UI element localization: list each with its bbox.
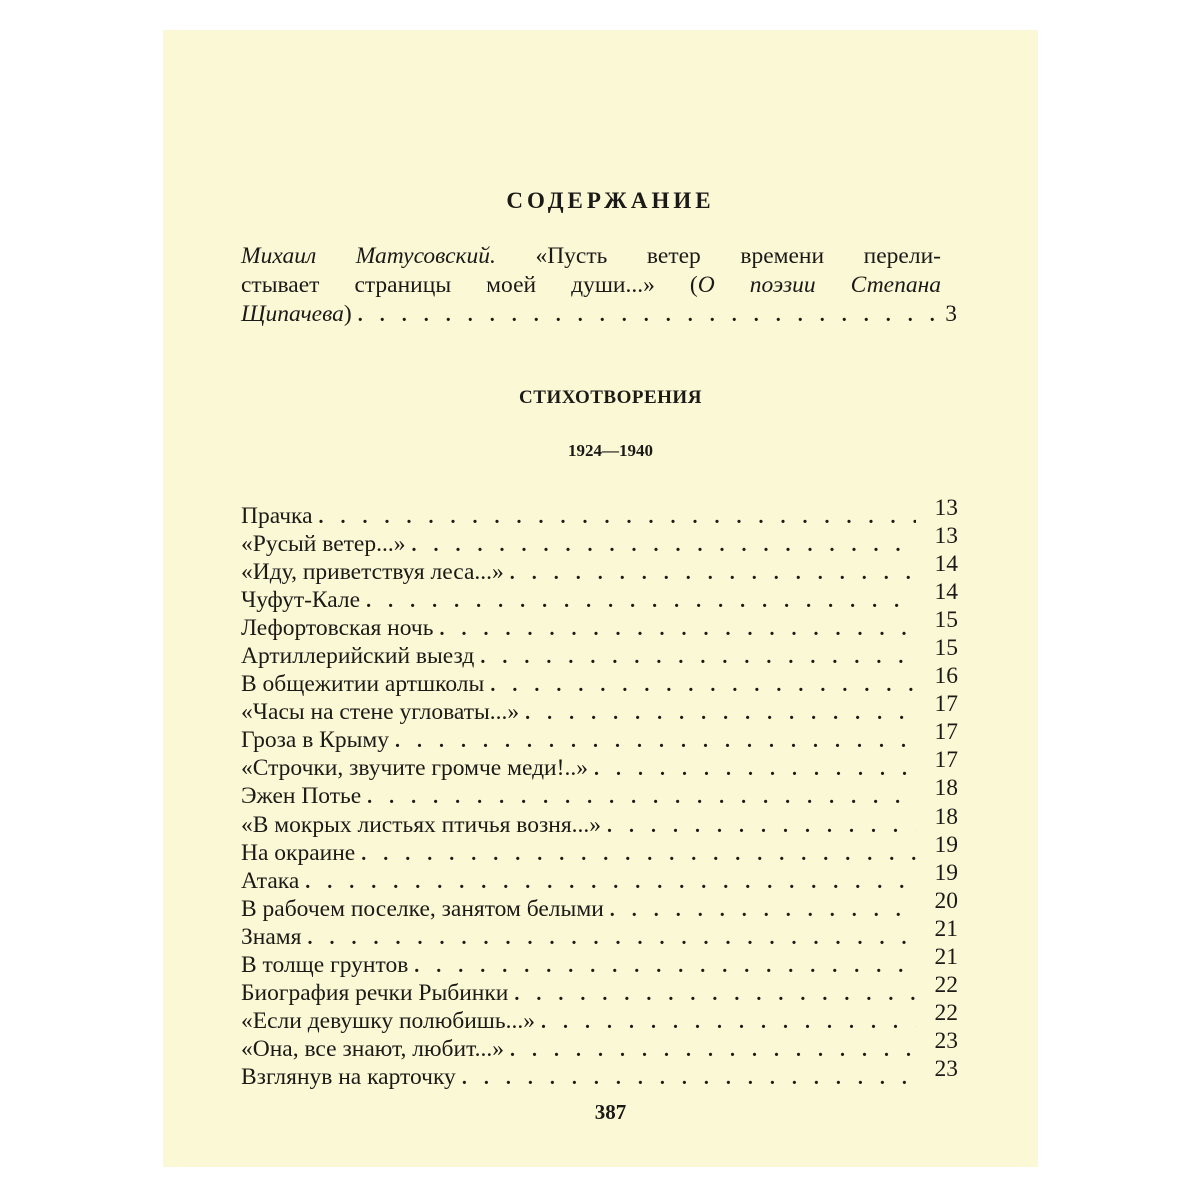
intro-title-part-1: «Пусть ветер времени перели- [495,243,941,269]
toc-entry [241,859,958,895]
intro-title-part-2: стывает страницы моей души...» ( [241,272,698,298]
toc-entry [241,803,958,839]
toc-entry-page: 23 [934,1027,958,1054]
toc-entry-page: 17 [934,719,958,746]
toc-entry-title: В рабочем поселке, занятом белыми [241,895,604,922]
toc-entry-page: 13 [934,523,958,550]
toc-entry-page: 14 [934,579,958,606]
dot-leader [519,699,916,727]
toc-entry [241,999,958,1035]
toc-entry-title: В общежитии артшколы [241,671,485,698]
intro-note-part-1: О поэзии Степана [697,272,941,298]
toc-entry [241,747,958,782]
intro-line-3 [241,300,941,330]
section-title: СТИХОТВОРЕНИЯ [519,387,702,408]
toc-entry-title: «Она, все знают, любит...» [241,1035,504,1062]
toc-entry-page: 17 [934,747,958,774]
dot-leader [408,952,916,980]
dot-leader [456,1064,916,1092]
toc-entry [241,1055,958,1091]
intro-entry [241,242,941,330]
dot-leader [508,980,916,1008]
toc-entry [241,607,958,642]
toc-entry-title: В толще грунтов [241,951,409,978]
toc-entry [241,523,958,558]
toc-title: СОДЕРЖАНИЕ [506,188,715,213]
toc-entry [241,887,958,923]
toc-entry-title: «Часы на стене угловаты...» [241,699,520,726]
toc-entry-page: 13 [934,495,958,521]
toc-entry-page: 23 [934,1055,958,1082]
dot-leader [313,503,916,531]
intro-author: Михаил Матусовский. [241,243,496,269]
dot-leader [535,1008,916,1036]
toc-entry-list [241,495,958,1091]
page-number: 387 [594,1100,627,1124]
dot-leader [433,615,916,643]
toc-entry [241,691,958,726]
dot-leader [301,924,916,952]
dot-leader [405,531,916,559]
section-years: 1924—1940 [568,441,653,460]
toc-entry-title: Артиллерийский выезд [241,643,475,670]
toc-entry-title: «Иду, приветствуя леса...» [241,559,504,586]
intro-page-number: 3 [945,301,957,327]
toc-entry [241,943,958,979]
dot-leader [360,587,916,615]
toc-entry-title: Атака [241,867,300,894]
toc-entry-page: 19 [934,859,958,886]
dot-leader [474,643,916,671]
dot-leader [484,671,916,699]
toc-entry [241,971,958,1007]
toc-entry-title: Лефортовская ночь [241,615,434,642]
intro-note-part-2: Щипачева [241,301,344,327]
dot-leader [588,755,916,783]
toc-entry-page: 19 [934,831,958,858]
dot-leader [601,812,916,840]
toc-entry-title: Эжен Потье [241,783,362,810]
toc-entry-page: 18 [934,775,958,802]
toc-entry-page: 21 [934,915,958,942]
toc-entry-page: 14 [934,551,958,578]
toc-entry-page: 22 [934,999,958,1026]
toc-entry [241,775,958,810]
toc-entry [241,495,958,530]
toc-entry-page: 20 [934,887,958,914]
dot-leader [299,868,916,896]
toc-entry [241,635,958,670]
toc-entry-page: 22 [934,971,958,998]
toc-entry-page: 16 [934,663,958,690]
toc-entry-title: «Русый ветер...» [241,531,406,558]
dot-leader [504,559,916,587]
dot-leader [504,1036,916,1064]
toc-entry [241,915,958,951]
dot-leader [604,896,916,924]
toc-entry [241,831,958,867]
toc-entry [241,1027,958,1063]
toc-entry [241,719,958,754]
toc-entry-title: Прачка [241,503,313,529]
book-page [163,30,1038,1167]
toc-entry-title: «В мокрых листьях птичья возня...» [241,811,602,838]
dot-leader [352,301,941,330]
toc-entry-page: 17 [934,691,958,718]
toc-entry-page: 15 [934,635,958,662]
dot-leader [355,840,916,868]
toc-entry-title: Биография речки Рыбинки [241,979,509,1006]
toc-entry-title: На окраине [241,839,356,866]
toc-entry-page: 15 [934,607,958,634]
toc-entry-title: «Если девушку полюбишь...» [241,1007,535,1034]
intro-line-1 [241,242,941,271]
intro-line-2 [241,271,941,300]
dot-leader [389,727,916,755]
dot-leader [361,783,916,811]
toc-entry-title: Чуфут-Кале [241,587,361,614]
toc-entry-page: 21 [934,943,958,970]
intro-note-close: ) [343,301,352,327]
toc-entry [241,551,958,586]
toc-entry-title: «Строчки, звучите громче меди!..» [241,755,588,782]
toc-entry [241,663,958,698]
toc-entry-title: Взглянув на карточку [241,1063,456,1090]
toc-entry-title: Знамя [241,923,302,950]
toc-entry-title: Гроза в Крыму [241,727,389,754]
toc-entry [241,579,958,614]
toc-entry-page: 18 [934,803,958,830]
